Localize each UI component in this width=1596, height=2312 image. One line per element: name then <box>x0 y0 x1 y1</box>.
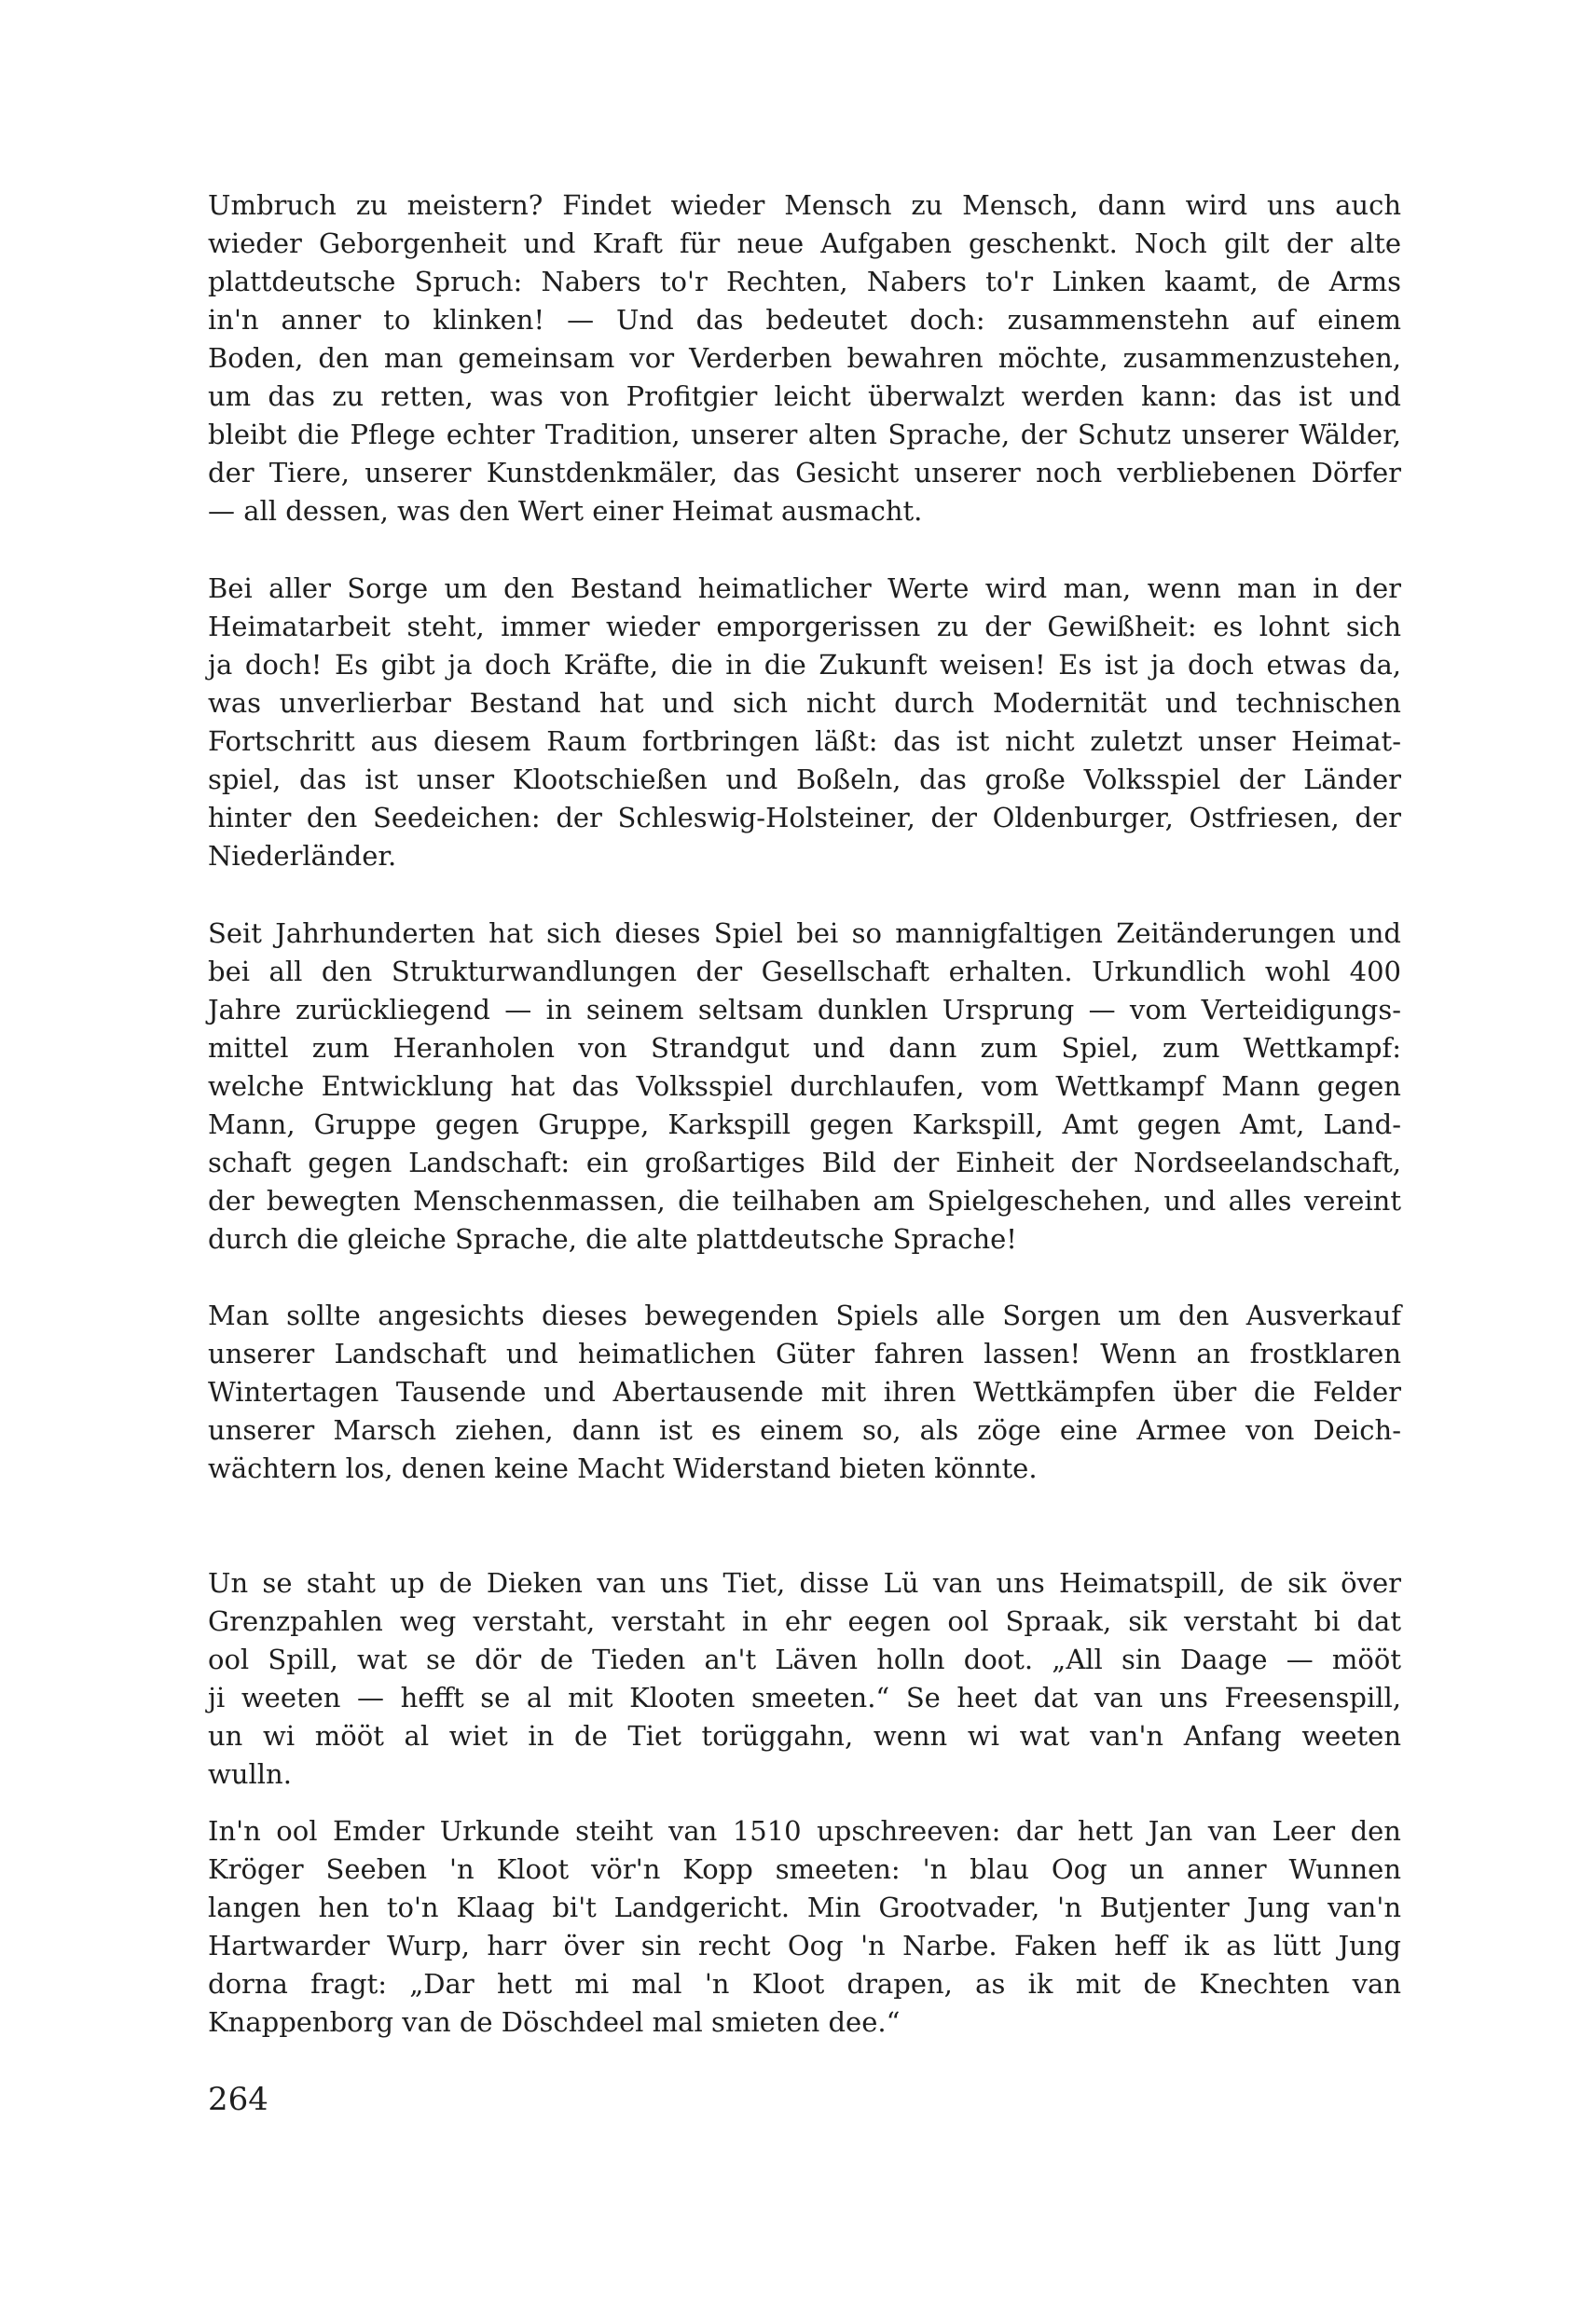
text-line: Kröger Seeben 'n Kloot vör'n Kopp smeeten: 'n blau Oog un anner Wunnen <box>208 1853 1401 1885</box>
text-line: unserer Marsch ziehen, dann ist es einem so, als zöge eine Armee von Deich- <box>208 1414 1401 1446</box>
text-line: durch die gleiche Sprache, die alte plattdeutsche Sprache! <box>208 1223 1017 1255</box>
text-line: Mann, Gruppe gegen Gruppe, Karkspill gegen Karkspill, Amt gegen Amt, Land- <box>208 1108 1401 1140</box>
text-line: wächtern los, denen keine Macht Widerstand bieten könnte. <box>208 1452 1038 1484</box>
text-line: wieder Geborgenheit und Kraft für neue Aufgaben geschenkt. Noch gilt der alte <box>208 227 1401 259</box>
text-line: In'n ool Emder Urkunde steiht van 1510 upschreeven: dar hett Jan van Leer den <box>208 1815 1401 1847</box>
text-line: Umbruch zu meistern? Findet wieder Mensch zu Mensch, dann wird uns auch <box>208 189 1401 221</box>
text-line: Fortschritt aus diesem Raum fortbringen läßt: das ist nicht zuletzt unser Heimat- <box>208 725 1401 757</box>
paragraph-1 <box>208 186 1401 530</box>
text-line: dorna fragt: „Dar hett mi mal 'n Kloot drapen, as ik mit de Knechten van <box>208 1968 1401 2000</box>
text-line: ja doch! Es gibt ja doch Kräfte, die in die Zukunft weisen! Es ist ja doch etwas da, <box>208 649 1401 681</box>
paragraph-6 <box>208 1812 1401 2042</box>
paragraph-5 <box>208 1564 1401 1794</box>
text-line: Boden, den man gemeinsam vor Verderben bewahren möchte, zusammenzustehen, <box>208 342 1401 374</box>
text-line: welche Entwicklung hat das Volksspiel durchlaufen, vom Wettkampf Mann gegen <box>208 1070 1401 1102</box>
text-line: ool Spill, wat se dör de Tieden an't Läven holln doot. „All sin Daage — mööt <box>208 1644 1401 1675</box>
text-line: Niederländer. <box>208 840 397 872</box>
text-line: mittel zum Heranholen von Strandgut und dann zum Spiel, zum Wettkampf: <box>208 1032 1401 1064</box>
text-line: un wi mööt al wiet in de Tiet torüggahn, wenn wi wat van'n Anfang weeten <box>208 1720 1401 1752</box>
paragraph-3 <box>208 915 1401 1259</box>
text-line: wulln. <box>208 1758 292 1790</box>
text-line: der bewegten Menschenmassen, die teilhaben am Spielgeschehen, und alles vereint <box>208 1185 1401 1217</box>
text-line: plattdeutsche Spruch: Nabers to'r Rechten, Nabers to'r Linken kaamt, de Arms <box>208 266 1401 297</box>
text-line: Heimatarbeit steht, immer wieder emporgerissen zu der Gewißheit: es lohnt sich <box>208 611 1401 642</box>
text-line: langen hen to'n Klaag bi't Landgericht. Min Grootvader, 'n Butjenter Jung van'n <box>208 1892 1401 1923</box>
text-line: bleibt die Pflege echter Tradition, unserer alten Sprache, der Schutz unserer Wälder, <box>208 419 1401 450</box>
text-line: schaft gegen Landschaft: ein großartiges Bild der Einheit der Nordseelandschaft, <box>208 1147 1401 1178</box>
text-line: um das zu retten, was von Profitgier leicht überwalzt werden kann: das ist und <box>208 380 1401 412</box>
text-line: unserer Landschaft und heimatlichen Güter fahren lassen! Wenn an frostklaren <box>208 1338 1401 1369</box>
text-line: Bei aller Sorge um den Bestand heimatlicher Werte wird man, wenn man in der <box>208 572 1401 604</box>
text-line: hinter den Seedeichen: der Schleswig-Holsteiner, der Oldenburger, Ostfriesen, der <box>208 802 1401 833</box>
text-line: spiel, das ist unser Klootschießen und Boßeln, das große Volksspiel der Länder <box>208 764 1401 795</box>
text-line: was unverlierbar Bestand hat und sich nicht durch Modernität und technischen <box>208 687 1401 719</box>
text-line: Grenzpahlen weg verstaht, verstaht in ehr eegen ool Spraak, sik verstaht bi dat <box>208 1605 1401 1637</box>
text-line: Jahre zurückliegend — in seinem seltsam dunklen Ursprung — vom Verteidigungs- <box>208 994 1401 1025</box>
paragraph-4 <box>208 1297 1401 1488</box>
text-line: Knappenborg van de Döschdeel mal smieten dee.“ <box>208 2006 901 2038</box>
text-line: Man sollte angesichts dieses bewegenden Spiels alle Sorgen um den Ausverkauf <box>208 1300 1401 1331</box>
text-line: bei all den Strukturwandlungen der Gesellschaft erhalten. Urkundlich wohl 400 <box>208 956 1401 987</box>
text-line: der Tiere, unserer Kunstdenkmäler, das Gesicht unserer noch verbliebenen Dörfer <box>208 457 1401 489</box>
text-line: Hartwarder Wurp, harr över sin recht Oog 'n Narbe. Faken heff ik as lütt Jung <box>208 1930 1401 1961</box>
page-number: 264 <box>208 2081 268 2118</box>
text-line: — all dessen, was den Wert einer Heimat ausmacht. <box>208 495 923 527</box>
text-line: Un se staht up de Dieken van uns Tiet, disse Lü van uns Heimatspill, de sik över <box>208 1567 1401 1599</box>
text-line: in'n anner to klinken! — Und das bedeutet doch: zusammenstehn auf einem <box>208 304 1401 336</box>
paragraph-2 <box>208 570 1401 875</box>
text-line: ji weeten — hefft se al mit Klooten smeeten.“ Se heet dat van uns Freesenspill, <box>208 1682 1401 1713</box>
text-line: Seit Jahrhunderten hat sich dieses Spiel bei so mannigfaltigen Zeitänderungen und <box>208 917 1401 949</box>
text-line: Wintertagen Tausende und Abertausende mit ihren Wettkämpfen über die Felder <box>208 1376 1401 1408</box>
